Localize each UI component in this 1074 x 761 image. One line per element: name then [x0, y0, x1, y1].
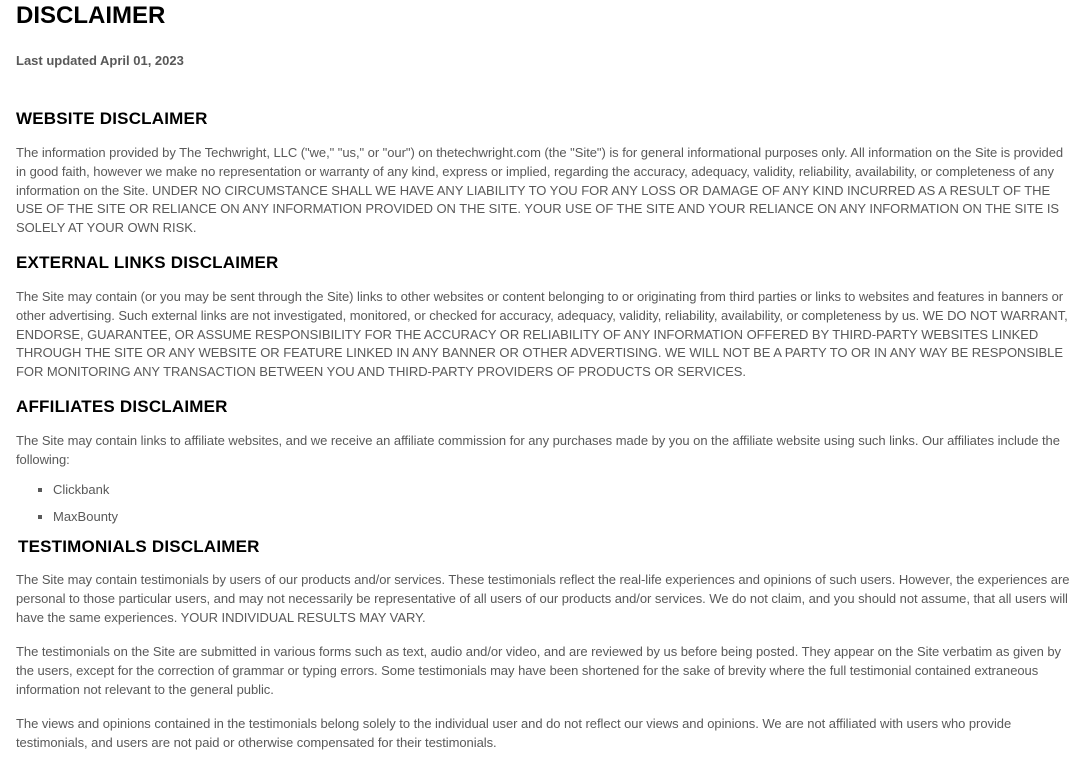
- affiliates-list: [16, 481, 118, 535]
- affiliates-disclaimer-paragraph: The Site may contain links to affiliate websites, and we receive an affiliate commission for any purchases made by you on the affiliate website using such links. Our affiliates include the following:: [16, 433, 1060, 467]
- list-item: [16, 508, 118, 535]
- list-item: [16, 481, 118, 508]
- bullet-icon: [38, 488, 42, 492]
- affiliate-name: Clickbank: [53, 482, 110, 497]
- testimonials-disclaimer-heading: TESTIMONIALS DISCLAIMER: [18, 537, 260, 556]
- last-updated-date: Last updated April 01, 2023: [16, 53, 184, 68]
- external-links-disclaimer-paragraph: The Site may contain (or you may be sent through the Site) links to other websites or content belonging to or originating from third parties or links to websites and features in banners or other advertising. Such external links are not investigated, monitored, or checked for accuracy, adequacy, validity, reliability, availability, or completeness by us. WE DO NOT WARRANT, ENDORSE, GUARANTEE, OR ASSUME RESPONSIBILITY FOR THE ACCURACY OR RELIABILITY OF ANY INFORMATION OFFERED BY THIRD-PARTY WEBSITES LINKED THROUGH THE SITE OR ANY WEBSITE OR FEATURE LINKED IN ANY BANNER OR OTHER ADVERTISING. WE WILL NOT BE A PARTY TO OR IN ANY WAY BE RESPONSIBLE FOR MONITORING ANY TRANSACTION BETWEEN YOU AND THIRD-PARTY PROVIDERS OF PRODUCTS OR SERVICES.: [16, 289, 1068, 380]
- affiliate-name: MaxBounty: [53, 509, 119, 524]
- testimonials-paragraph-1: The Site may contain testimonials by users of our products and/or services. These testimonials reflect the real-life experiences and opinions of such users. However, the experiences are personal to those particular users, and may not necessarily be representative of all users of our products and/or services. We do not claim, and you should not assume, that all users will have the same experiences. YOUR INDIVIDUAL RESULTS MAY VARY.: [16, 572, 1070, 625]
- external-links-disclaimer-heading: EXTERNAL LINKS DISCLAIMER: [16, 253, 279, 272]
- testimonials-paragraph-2: The testimonials on the Site are submitted in various forms such as text, audio and/or video, and are reviewed by us before being posted. They appear on the Site verbatim as given by the users, except for the correction of grammar or typing errors. Some testimonials may have been shortened for the sake of brevity where the full testimonial contained extraneous information not relevant to the general public.: [16, 644, 1061, 697]
- affiliates-disclaimer-heading: AFFILIATES DISCLAIMER: [16, 397, 228, 416]
- bullet-icon: [38, 515, 42, 519]
- page-title: DISCLAIMER: [16, 2, 166, 29]
- testimonials-paragraph-3: The views and opinions contained in the testimonials belong solely to the individual user and do not reflect our views and opinions. We are not affiliated with users who provide testimonials, and users are not paid or otherwise compensated for their testimonials.: [16, 716, 1012, 750]
- website-disclaimer-paragraph: The information provided by The Techwright, LLC ("we," "us," or "our") on thetechwright.com (the "Site") is for general informational purposes only. All information on the Site is provided in good faith, however we make no representation or warranty of any kind, express or implied, regarding the accuracy, adequacy, validity, reliability, availability, or completeness of any information on the Site. UNDER NO CIRCUMSTANCE SHALL WE HAVE ANY LIABILITY TO YOU FOR ANY LOSS OR DAMAGE OF ANY KIND INCURRED AS A RESULT OF THE USE OF THE SITE OR RELIANCE ON ANY INFORMATION PROVIDED ON THE SITE. YOUR USE OF THE SITE AND YOUR RELIANCE ON ANY INFORMATION ON THE SITE IS SOLELY AT YOUR OWN RISK.: [16, 145, 1064, 236]
- website-disclaimer-heading: WEBSITE DISCLAIMER: [16, 109, 208, 128]
